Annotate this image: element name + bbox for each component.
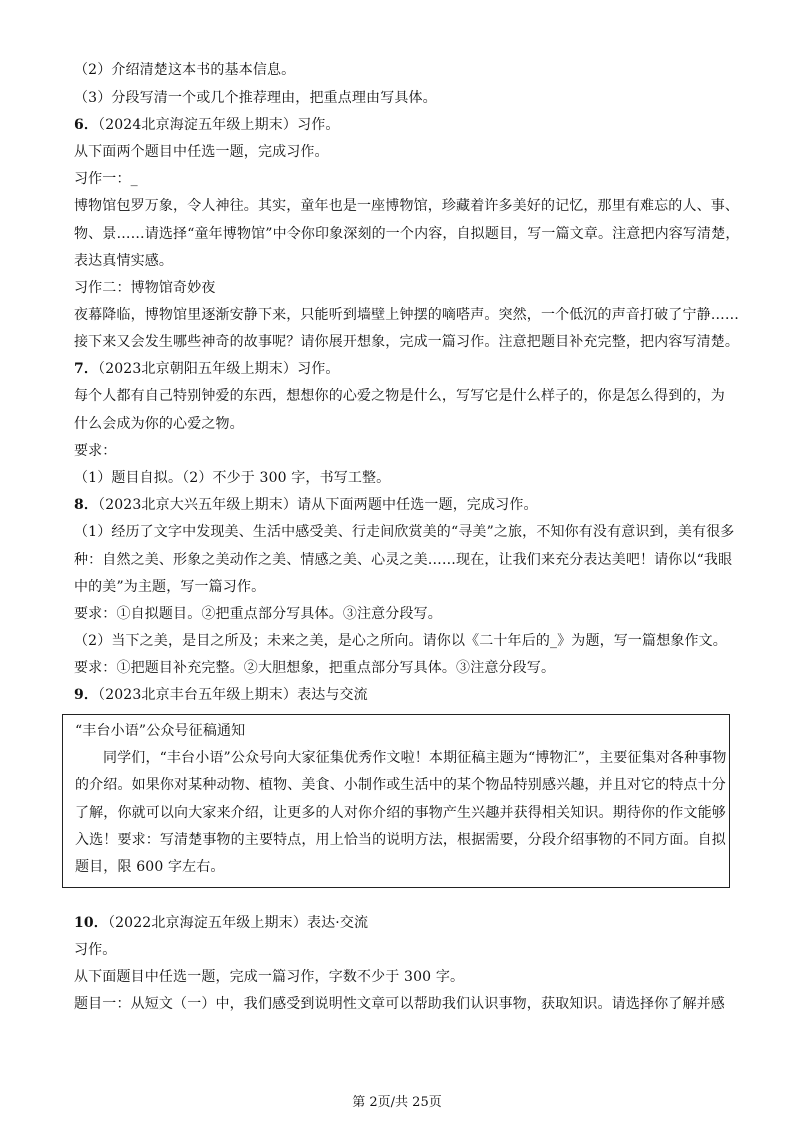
text-line: （2）介绍清楚这本书的基本信息。 — [74, 62, 296, 78]
question-source: （2023北京朝阳五年级上期末）习作。 — [98, 361, 340, 377]
question-number: 6． — [74, 117, 99, 133]
text-line: 从下面题目中任选一题，完成一篇习作，字数不少于 300 字。 — [74, 969, 465, 985]
notice-line: 了解，你就可以向大家来介绍，让更多的人对你介绍的事物产生兴趣并获得相关知识。期待你的作文能够 — [75, 805, 726, 821]
text-line: 习作二：博物馆奇妙夜 — [74, 280, 216, 296]
notice-line: 题目，限 600 字左右。 — [75, 859, 225, 875]
text-line: 种：自然之美、形象之美动作之美、情感之美、心灵之美……现在，让我们来充分表达美吧！请你以“我眼 — [74, 552, 733, 568]
text-line: 从下面两个题目中任选一题，完成习作。 — [74, 144, 329, 160]
text-line: 每个人都有自己特别钟爱的东西，想想你的心爱之物是什么，写写它是什么样子的，你是怎么得到的，为 — [74, 388, 725, 404]
question-number: 10． — [74, 915, 108, 931]
notice-line: 的介绍。如果你对某种动物、植物、美食、小制作或生活中的某个物品特别感兴趣，并且对它的特点十分 — [75, 777, 726, 793]
question-number: 9． — [74, 687, 99, 703]
notice-title: “丰台小语”公众号征稿通知 — [75, 723, 246, 739]
question-number: 7． — [74, 361, 99, 377]
question-8-heading — [74, 495, 730, 515]
text-line: （1）经历了文字中发现美、生活中感受美、行走间欣赏美的“寻美”之旅，不知你有没有意识到，美有很多 — [74, 524, 735, 540]
question-source: （2024北京海淀五年级上期末）习作。 — [98, 117, 340, 133]
question-source: （2023北京丰台五年级上期末）表达与交流 — [98, 687, 368, 703]
text-line: 要求： — [74, 443, 117, 459]
text-line: 要求：①自拟题目。②把重点部分写具体。③注意分段写。 — [74, 606, 442, 622]
text-line: 什么会成为你的心爱之物。 — [74, 416, 244, 432]
notice-line: 同学们，“丰台小语”公众号向大家征集优秀作文啦！本期征稿主题为“博物汇”，主要征集对各种事物 — [103, 750, 727, 766]
text-line: 接下来又会发生哪些神奇的故事呢？请你展开想象，完成一篇习作。注意把题目补充完整，把内容写清楚。 — [74, 334, 740, 350]
text-line: （3）分段写清一个或几个推荐理由，把重点理由写具体。 — [74, 90, 437, 106]
text-line: 习作一：_ — [74, 171, 138, 187]
text-line: 要求：①把题目补充完整。②大胆想象，把重点部分写具体。③注意分段写。 — [74, 660, 556, 676]
question-7-heading — [74, 359, 730, 379]
question-6-heading — [74, 115, 730, 135]
text-line: 博物馆包罗万象，令人神往。其实，童年也是一座博物馆，珍藏着许多美好的记忆，那里有难忘的人、事、 — [74, 198, 740, 214]
text-line: 习作。 — [74, 942, 117, 958]
text-line: 中的美”为主题，写一篇习作。 — [74, 579, 266, 595]
text-line: 夜幕降临，博物馆里逐渐安静下来，只能听到墙壁上钟摆的嘀嗒声。突然，一个低沉的声音打破了宁静…… — [74, 307, 740, 323]
text-line: （1）题目自拟。（2）不少于 300 字，书写工整。 — [74, 470, 391, 486]
text-line: 物、景……请选择“童年博物馆”中令你印象深刻的一个内容，自拟题目，写一篇文章。注意把内容写清楚， — [74, 226, 740, 242]
question-9-heading — [74, 685, 730, 705]
question-source: （2022北京海淀五年级上期末）表达·交流 — [107, 915, 369, 931]
text-line: 题目一：从短文（一）中，我们感受到说明性文章可以帮助我们认识事物，获取知识。请选择你了解并感 — [74, 996, 725, 1012]
text-line: （2）当下之美，是目之所及；未来之美，是心之所向。请你以《二十年后的_》为题，写一篇想象作文。 — [74, 633, 727, 649]
notice-box — [62, 714, 730, 888]
notice-line: 入选！要求：写清楚事物的主要特点，用上恰当的说明方法，根据需要，分段介绍事物的不同方面。自拟 — [75, 832, 726, 848]
question-10-heading — [74, 913, 730, 933]
question-number: 8． — [74, 497, 99, 513]
page-footer: 第 2页/共 25页 — [352, 1095, 442, 1110]
question-source: （2023北京大兴五年级上期末）请从下面两题中任选一题，完成习作。 — [98, 497, 538, 513]
text-line: 表达真情实感。 — [74, 253, 174, 269]
